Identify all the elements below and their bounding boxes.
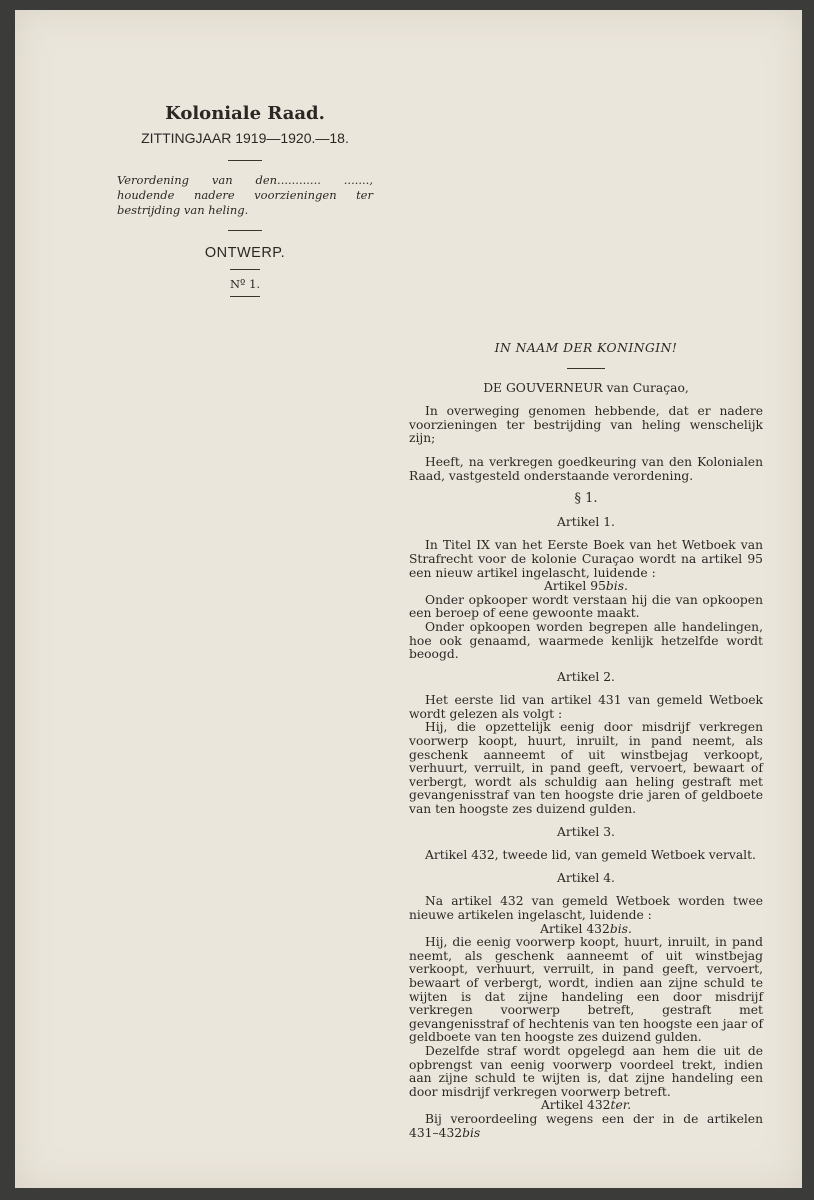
- article-2-quote: Hij, die opzettelijk eenig door misdrijf verkregen voorwerp koopt, huurt, inruilt, in pand neemt, als geschenk aanneemt of uit winstbejag verkoopt, verhuurt, verruilt, in pand geeft, vervoert, bewaart of verbergt, wordt als schuldig aan heling gestraft met gevangenisstraf van ten hoogste drie jaren of geldboete van ten hoogste zes duizend gulden.: [409, 720, 763, 817]
- article-95bis-paragraph-1: Onder opkooper wordt verstaan hij die van opkoopen een beroep of eene gewoonte maakt.: [409, 592, 763, 621]
- article-95bis-paragraph-2: Onder opkoopen worden begrepen alle handelingen, hoe ook genaamd, waarmede kenlijk hetzelfde wordt beoogd.: [409, 619, 763, 662]
- article-1-heading: Artikel 1.: [557, 514, 615, 529]
- article-95bis-suffix: bis.: [605, 579, 628, 594]
- divider: [567, 368, 605, 369]
- article-432ter-label: Artikel 432: [540, 1098, 611, 1113]
- article-95bis-label: Artikel 95: [544, 579, 606, 594]
- ordinance-description: Verordening van den............ ......., houdende nadere voorzieningen ter bestrijding van heling.: [117, 173, 373, 217]
- document-header: [115, 102, 375, 303]
- article-4-text: Na artikel 432 van gemeld Wetboek worden twee nieuwe artikelen ingelascht, luidende :: [409, 894, 763, 922]
- article-2-heading: Artikel 2.: [557, 669, 615, 684]
- divider: [230, 296, 260, 297]
- article-432ter-start-suffix: bis: [462, 1125, 481, 1140]
- article-432ter-heading: [409, 1099, 763, 1113]
- divider: [230, 269, 260, 270]
- article-3-heading: Artikel 3.: [557, 824, 615, 839]
- article-432ter-text: [409, 1113, 763, 1140]
- article-95bis-heading: [409, 580, 763, 594]
- section-heading: § 1.: [574, 491, 598, 507]
- article-432bis-label: Artikel 432: [540, 921, 610, 936]
- governor-line: DE GOUVERNEUR van Curaçao,: [483, 380, 689, 395]
- article-432bis-suffix: bis.: [609, 921, 632, 936]
- approval-paragraph: Heeft, na verkregen goedkeuring van den Kolonialen Raad, vastgesteld onderstaande verordening.: [409, 454, 763, 483]
- draft-number: Nº 1.: [229, 277, 261, 291]
- article-3-text: Artikel 432, tweede lid, van gemeld Wetboek vervalt.: [425, 848, 756, 863]
- session-year: ZITTINGJAAR 1919—1920.—18.: [141, 130, 349, 146]
- draft-label: ONTWERP.: [204, 245, 286, 261]
- considering-paragraph: In overweging genomen hebbende, dat er nadere voorzieningen ter bestrijding van heling wenschelijk zijn;: [409, 404, 763, 446]
- ordinance-body: [409, 342, 763, 1140]
- invocation: IN NAAM DER KONINGIN!: [494, 341, 678, 355]
- article-432ter-start: Bij veroordeeling wegens een der in de artikelen 431–432: [409, 1111, 763, 1140]
- document-page: [15, 10, 802, 1188]
- article-432bis-paragraph-1: Hij, die eenig voorwerp koopt, huurt, inruilt, in pand neemt, als geschenk aanneemt of uit winstbejag verkoopt, verhuurt, verruilt, in pand geeft, vervoert, bewaart of verbergt, wordt, indien aan zijne schuld te wijten is dat zijne handeling een door misdrijf verkregen voorwerp betreft, gestraft met gevangenisstraf of hechtenis van ten hoogste een jaar of geldboete van ten hoogste zes duizend gulden.: [409, 935, 763, 1045]
- article-2-text: Het eerste lid van artikel 431 van gemeld Wetboek wordt gelezen als volgt :: [409, 693, 763, 721]
- article-1-text: In Titel IX van het Eerste Boek van het Wetboek van Strafrecht voor de kolonie Curaçao wordt na artikel 95 een nieuw artikel ingelascht, luidende :: [409, 538, 763, 580]
- divider: [228, 160, 262, 161]
- article-432ter-suffix: ter.: [610, 1098, 632, 1113]
- article-432bis-paragraph-2: Dezelfde straf wordt opgelegd aan hem die uit de opbrengst van eenig voorwerp voordeel trekt, indien aan zijne schuld te wijten is, dat zijne handeling een door misdrijf verkregen voorwerp betreft.: [409, 1043, 763, 1099]
- article-432bis-heading: [409, 923, 763, 937]
- article-4-heading: Artikel 4.: [557, 870, 615, 885]
- divider: [228, 230, 262, 231]
- council-title: Koloniale Raad.: [165, 103, 325, 124]
